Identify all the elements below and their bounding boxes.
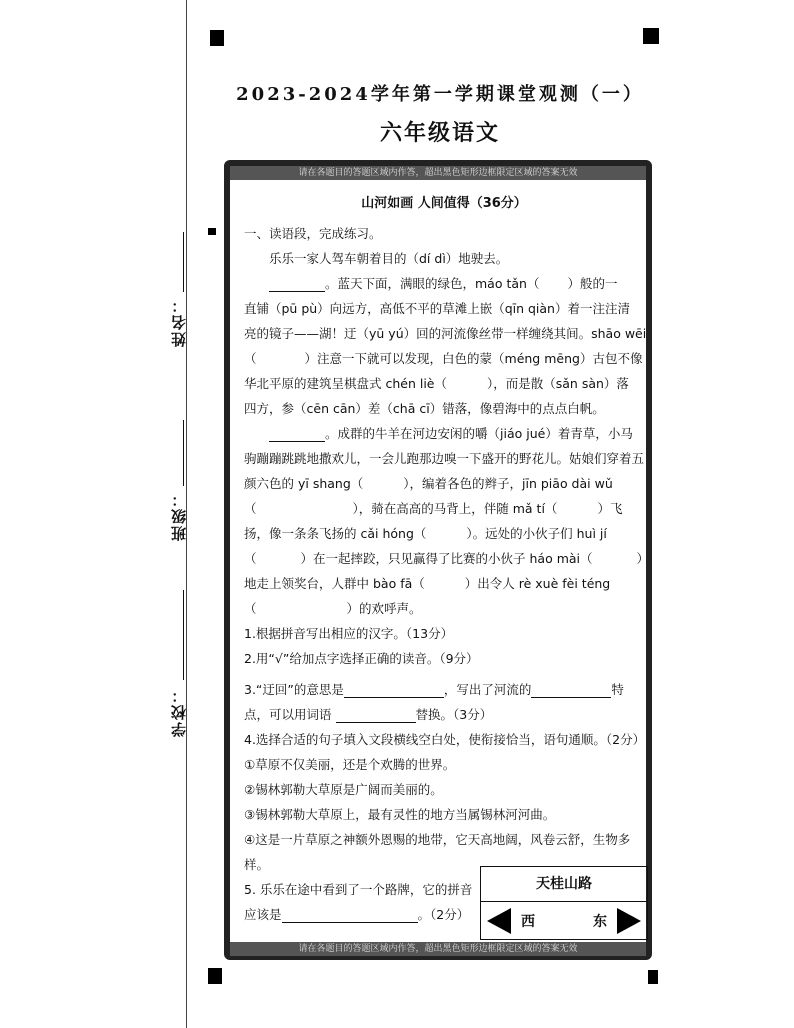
class-label: 班级： bbox=[170, 490, 188, 541]
registration-mark-top-right bbox=[643, 28, 659, 44]
road-directions bbox=[481, 902, 647, 940]
road-name: 天桂山路 bbox=[481, 867, 647, 902]
answer-blank[interactable] bbox=[282, 908, 418, 923]
school-label: 学校： bbox=[170, 686, 188, 737]
registration-mark-mid-left bbox=[208, 228, 216, 235]
registration-mark-top-left bbox=[210, 30, 224, 46]
passage-line: 直铺（pū pù）向远方，高低不平的草滩上嵌（qīn qiàn）着一注注清 bbox=[244, 301, 630, 316]
road-sign bbox=[480, 866, 648, 940]
name-field[interactable] bbox=[183, 232, 184, 292]
answer-blank[interactable] bbox=[336, 708, 416, 723]
passage-line: （ ）的欢呼声。 bbox=[244, 601, 422, 616]
option-4-cont: 样。 bbox=[244, 857, 270, 872]
passage-line: 四方，参（cēn cān）差（chā cī）错落，像碧海中的点点白帆。 bbox=[244, 401, 605, 416]
option-4: ④这是一片草原之神额外恩赐的地带，它天高地阔，风卷云舒，生物多 bbox=[244, 832, 631, 847]
passage-line: 驹蹦蹦跳跳地撒欢儿，一会儿跑那边嗅一下盛开的野花儿。姑娘们穿着五 bbox=[244, 451, 645, 466]
answer-blank[interactable] bbox=[344, 683, 444, 698]
direction-east: 东 bbox=[593, 914, 607, 930]
question-3-cont: 点，可以用词语 替换。（3分） bbox=[244, 707, 493, 722]
arrow-right-icon bbox=[617, 908, 641, 934]
passage-line: （ ）在一起摔跤，只见赢得了比赛的小伙子 háo mài（ ） bbox=[244, 551, 650, 566]
passage-line: 地走上领奖台，人群中 bào fā（ ）出令人 rè xuè fèi téng bbox=[244, 576, 611, 591]
class-field[interactable] bbox=[183, 420, 184, 486]
passage-line: 。蓝天下面，满眼的绿色，máo tǎn（ ）般的一 bbox=[244, 271, 644, 296]
question-1: 1.根据拼音写出相应的汉字。（13分） bbox=[244, 626, 454, 641]
answer-blank[interactable] bbox=[269, 427, 325, 442]
top-notice: 请在各题目的答题区域内作答，超出黑色矩形边框限定区域的答案无效 bbox=[230, 166, 646, 180]
passage-line: 亮的镜子——湖！迂（yū yú）回的河流像丝带一样缠绕其间。shāo wēi bbox=[244, 326, 647, 341]
option-3: ③锡林郭勒大草原上，最有灵性的地方当属锡林河河曲。 bbox=[244, 807, 556, 822]
question-3: 3.“迂回”的意思是 ，写出了河流的 特 bbox=[244, 682, 624, 697]
question-4: 4.选择合适的句子填入文段横线空白处，使衔接恰当，语句通顺。（2分） bbox=[244, 732, 646, 747]
part-heading: 一、读语段，完成练习。 bbox=[244, 226, 382, 241]
bottom-notice: 请在各题目的答题区域内作答，超出黑色矩形边框限定区域的答案无效 bbox=[230, 942, 646, 956]
passage-line: 华北平原的建筑呈棋盘式 chén liè（ ），而是散（sǎn sàn）落 bbox=[244, 376, 629, 391]
option-1: ①草原不仅美丽，还是个欢腾的世界。 bbox=[244, 757, 456, 772]
passage-line: 扬，像一条条飞扬的 cǎi hóng（ ）。远处的小伙子们 huì jí bbox=[244, 526, 607, 541]
school-field[interactable] bbox=[183, 590, 184, 680]
question-content bbox=[244, 192, 650, 927]
passage-line: （ ），骑在高高的马背上，伴随 mǎ tí（ ）飞 bbox=[244, 501, 623, 516]
answer-blank[interactable] bbox=[531, 683, 611, 698]
passage-line: （ ）注意一下就可以发现，白色的蒙（méng mēng）古包不像 bbox=[244, 351, 643, 366]
section-title: 山河如画 人间值得（36分） bbox=[361, 196, 527, 211]
name-label: 姓名： bbox=[170, 296, 188, 347]
question-2: 2.用“√”给加点字选择正确的读音。（9分） bbox=[244, 651, 479, 666]
option-2: ②锡林郭勒大草原是广阔而美丽的。 bbox=[244, 782, 443, 797]
question-5-cont: 应该是 。（2分） bbox=[244, 907, 470, 922]
passage-line: 。成群的牛羊在河边安闲的嚼（jiáo jué）着青草，小马 bbox=[244, 421, 644, 446]
registration-mark-bottom-left bbox=[208, 968, 222, 984]
direction-west: 西 bbox=[521, 914, 535, 930]
answer-blank[interactable] bbox=[269, 277, 325, 292]
passage-line: 乐乐一家人驾车朝着目的（dí dì）地驶去。 bbox=[269, 251, 509, 266]
arrow-left-icon bbox=[487, 908, 511, 934]
passage-line: 颜六色的 yī shang（ ），编着各色的辫子，jīn piāo dài wǔ bbox=[244, 476, 613, 491]
question-5: 5. 乐乐在途中看到了一个路牌，它的拼音 bbox=[244, 882, 473, 897]
exam-subtitle: 六年级语文 bbox=[379, 120, 500, 146]
exam-title: 2023-2024学年第一学期课堂观测（一） bbox=[236, 84, 644, 105]
registration-mark-bottom-right bbox=[648, 970, 658, 984]
